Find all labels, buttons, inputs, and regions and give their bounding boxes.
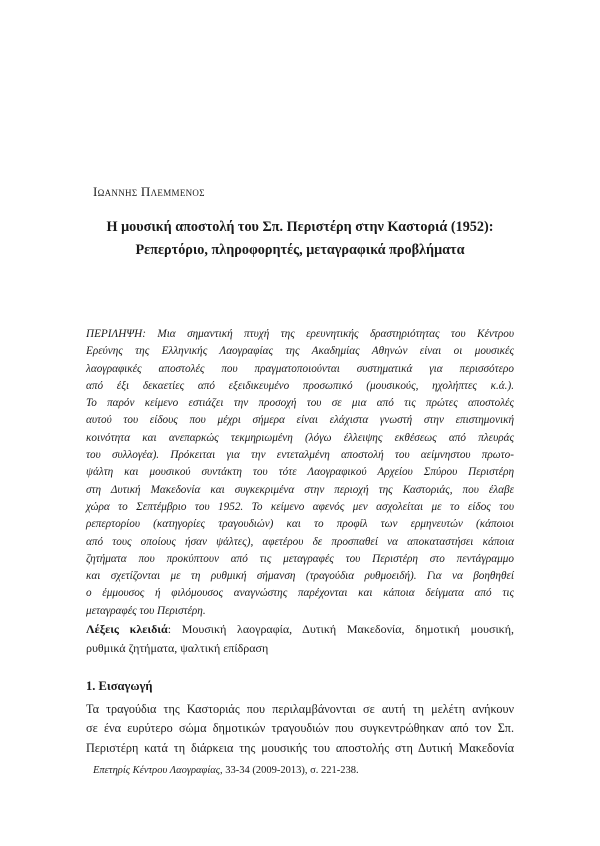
abstract-line: Ερεύνης της Ελληνικής Λαογραφίας της Ακαδημίας Αθηνών είναι οι μουσικές	[86, 345, 514, 358]
abstract-line: Το παρόν κείμενο εστιάζει την προσοχή του σε μια από τις πρώτες αποστολές	[86, 397, 514, 410]
keywords-label: Λέξεις κλειδιά	[86, 622, 168, 636]
abstract-line: ψάλτη και μουσικού συντάκτη του τότε Λαογραφικού Αρχείου Σπύρου Περιστέρη	[86, 466, 514, 479]
keywords	[86, 620, 514, 658]
keywords-line-1	[86, 620, 514, 639]
abstract-line: και σχετίζονται με τη ρυθμική σήμανση (τραγούδια ρυθμοειδή). Για να βοηθηθεί	[86, 570, 514, 583]
title-line-1: Η μουσική αποστολή του Σπ. Περιστέρη στην Καστοριά (1952):	[106, 219, 494, 235]
abstract	[86, 326, 514, 620]
author-name: Ιωαννης Πλεμμενος	[93, 184, 205, 199]
abstract-line: από τους οποίους ήσαν ψάλτες), αφετέρου δε προσπαθεί να αποκαταστήσει κάποια	[86, 535, 514, 548]
article-title	[86, 216, 514, 262]
body-paragraph	[86, 700, 514, 758]
citation-footer	[93, 765, 359, 776]
body-line: Τα τραγούδια της Καστοριάς που περιλαμβάνονται σε αυτή τη μελέτη ανήκουν	[86, 702, 514, 716]
abstract-line: χώρα το Σεπτέμβριο του 1952. Το κείμενο αφενός μεν ασχολείται με το είδος του	[86, 500, 514, 513]
abstract-line: λαογραφικές αποστολές που πραγματοποιούνται συστηματικά για περισσότερο	[86, 362, 514, 375]
title-line-2: Ρεπερτόριο, πληροφορητές, μεταγραφικά προβλήματα	[135, 242, 465, 258]
citation-details: , 33-34 (2009-2013), σ. 221-238.	[220, 765, 359, 776]
section-heading: 1. Εισαγωγή	[86, 679, 153, 693]
abstract-line: μεταγραφές του Περιστέρη.	[86, 604, 206, 617]
abstract-line: ΠΕΡΙΛΗΨΗ: Μια σημαντική πτυχή της ερευνητικής δραστηριότητας του Κέντρου	[86, 328, 514, 340]
abstract-line: του συλλογέα). Πρόκειται για την εντεταλμένη αποστολή του αείμνηστου πρωτο-	[86, 449, 514, 462]
keywords-list-part-1: : Μουσική λαογραφία, Δυτική Μακεδονία, δημοτική μουσική,	[167, 622, 514, 636]
body-line: σε ένα ευρύτερο σώμα δημοτικών τραγουδιών που συγκεντρώθηκαν από τον Σπ.	[86, 721, 514, 736]
abstract-line: ζητήματα που προκύπτουν από τις μεταγραφές του Περιστέρη στο πεντάγραμμο	[86, 552, 514, 565]
journal-name: Επετηρίς Κέντρου Λαογραφίας	[93, 765, 221, 776]
abstract-line: κοινότητα και ανεπαρκώς τεκμηριωμένη (λόγω έλλειψης εκθέσεως από πλευράς	[86, 431, 514, 444]
keywords-list-part-2: ρυθμικά ζητήματα, ψαλτική επίδραση	[86, 641, 269, 655]
abstract-line: αυτού του είδους που μέχρι σήμερα είναι ελάχιστα γνωστή στην επιστημονική	[86, 414, 514, 427]
abstract-line: από έξι δεκαετίες από εξειδικευμένο προσωπικό (μουσικούς, ηχολήπτες κ.ά.).	[86, 379, 514, 392]
abstract-line: ο έμμουσος ή φιλόμουσος αναγνώστης παρέχονται και κάποια δείγματα από τις	[86, 587, 514, 600]
abstract-line: ρεπερτορίου (κατηγορίες τραγουδιών) και το προφίλ των ερμηνευτών (κάποιοι	[86, 518, 514, 531]
abstract-line: στη Δυτική Μακεδονία και συγκεκριμένα στην περιοχή της Καστοριάς, που έλαβε	[86, 483, 514, 496]
body-line: Περιστέρη κατά τη διάρκεια της μουσικής του αποστολής στη Δυτική Μακεδονία	[86, 740, 514, 755]
